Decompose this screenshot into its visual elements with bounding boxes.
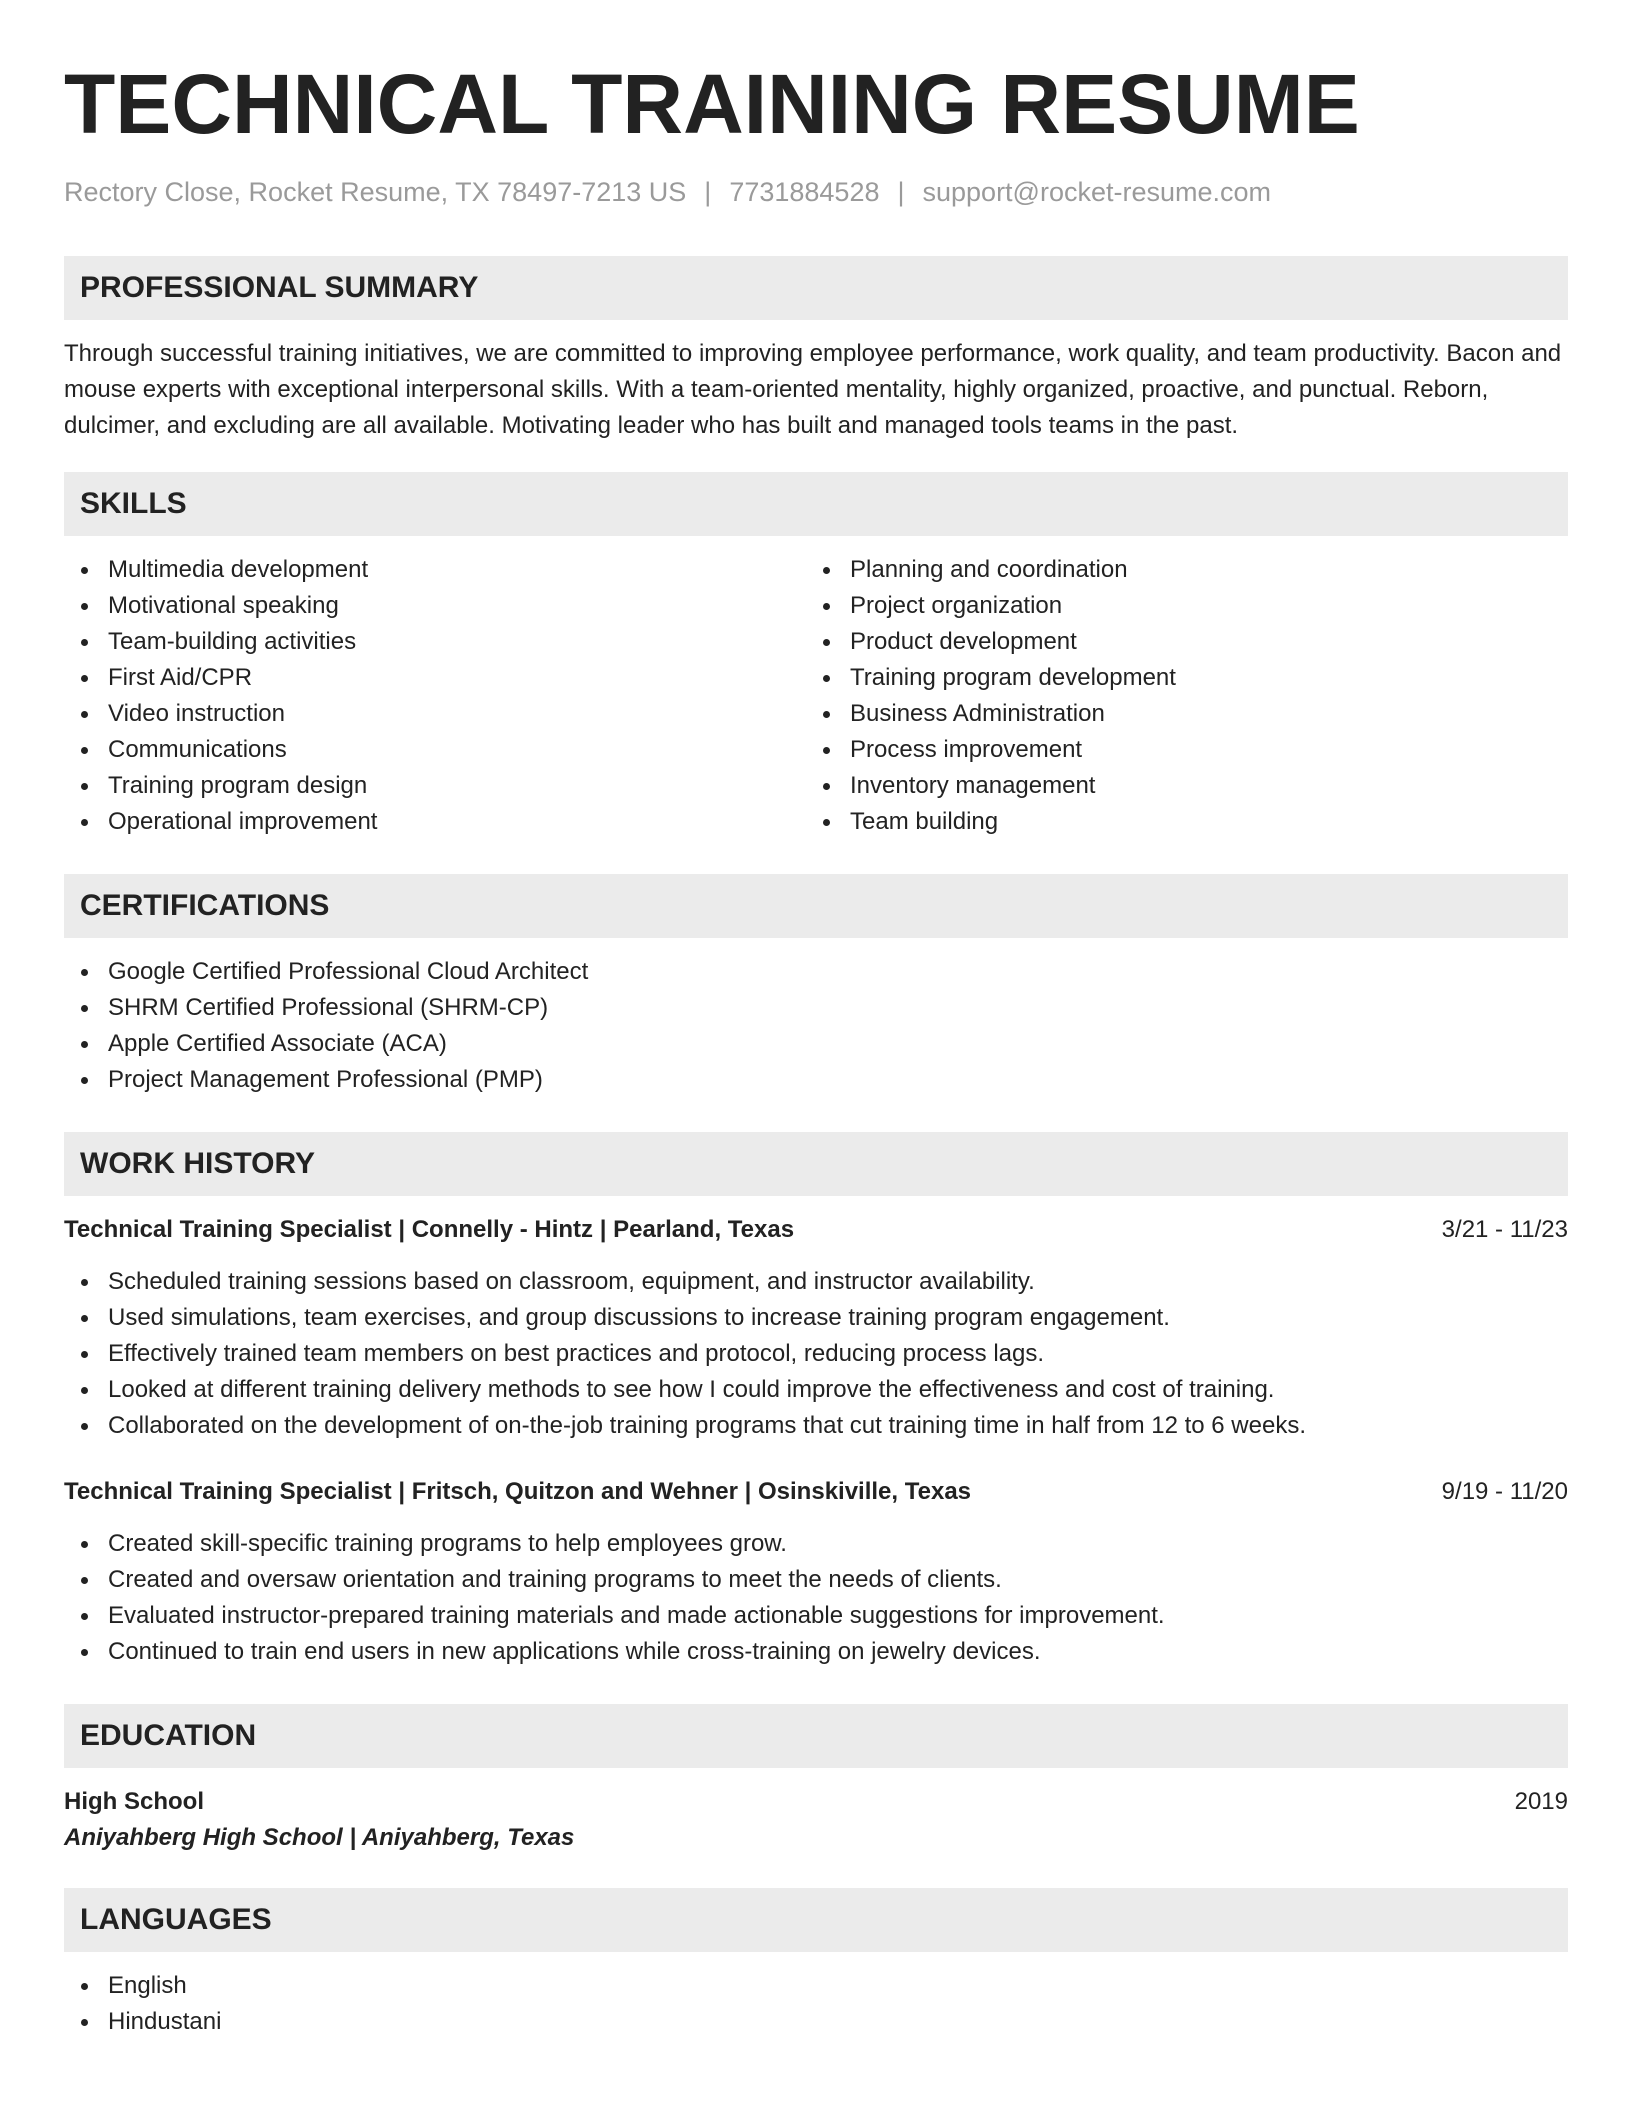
- section-header-languages: LANGUAGES: [64, 1888, 1568, 1952]
- education-degree: High School: [64, 1788, 204, 1815]
- skill-item: Business Administration: [806, 696, 1548, 732]
- certification-item: Google Certified Professional Cloud Architect: [64, 954, 1568, 990]
- education-year: 2019: [1514, 1788, 1568, 1815]
- skill-item: Process improvement: [806, 732, 1548, 768]
- skill-item: Inventory management: [806, 768, 1548, 804]
- contact-address: Rectory Close, Rocket Resume, TX 78497-7213 US: [64, 177, 687, 207]
- contact-phone: 7731884528: [729, 177, 880, 207]
- section-header-education: EDUCATION: [64, 1704, 1568, 1768]
- skill-item: Training program design: [64, 768, 806, 804]
- contact-separator: |: [897, 177, 905, 207]
- languages-list: [64, 1968, 1568, 2040]
- skill-item: Motivational speaking: [64, 588, 806, 624]
- skill-item: Team building: [806, 804, 1548, 840]
- job-header: [64, 1474, 1568, 1510]
- skills-grid: [64, 552, 1568, 840]
- job-bullets: [64, 1264, 1568, 1444]
- job-bullet: Collaborated on the development of on-the-job training programs that cut training time in half from 12 to 6 weeks.: [64, 1408, 1568, 1444]
- skill-item: Planning and coordination: [806, 552, 1548, 588]
- contact-separator: |: [704, 177, 712, 207]
- job-bullet: Used simulations, team exercises, and group discussions to increase training program engagement.: [64, 1300, 1568, 1336]
- skill-item: Communications: [64, 732, 806, 768]
- job-bullet: Evaluated instructor-prepared training materials and made actionable suggestions for improvement.: [64, 1598, 1568, 1634]
- job-bullet: Created and oversaw orientation and training programs to meet the needs of clients.: [64, 1562, 1568, 1598]
- certification-item: Apple Certified Associate (ACA): [64, 1026, 1568, 1062]
- section-header-work-history: WORK HISTORY: [64, 1132, 1568, 1196]
- skill-item: Training program development: [806, 660, 1548, 696]
- skills-list-left: [64, 552, 806, 840]
- certification-item: SHRM Certified Professional (SHRM-CP): [64, 990, 1568, 1026]
- education-school: Aniyahberg High School | Aniyahberg, Texas: [64, 1824, 575, 1851]
- certifications-list: [64, 954, 1568, 1098]
- job-bullet: Continued to train end users in new applications while cross-training on jewelry devices.: [64, 1634, 1568, 1670]
- section-header-certifications: CERTIFICATIONS: [64, 874, 1568, 938]
- summary-text: Through successful training initiatives, we are committed to improving employee performance, work quality, and team productivity. Bacon and mouse experts with exceptional interpersonal skills. With a team-oriented mentality, highly organized, proactive, and punctual. Reborn, dulcimer, and excluding are all available. Motivating leader who has built and managed tools teams in the past.: [64, 340, 1562, 439]
- language-item: English: [64, 1968, 1568, 2004]
- skill-item: Product development: [806, 624, 1548, 660]
- job-title: Technical Training Specialist | Fritsch, Quitzon and Wehner | Osinskiville, Texas: [64, 1478, 972, 1505]
- skill-item: Team-building activities: [64, 624, 806, 660]
- job-header: [64, 1212, 1568, 1248]
- skill-item: Operational improvement: [64, 804, 806, 840]
- skills-list-right: [806, 552, 1548, 840]
- job-bullet: Looked at different training delivery methods to see how I could improve the effectiveness and cost of training.: [64, 1372, 1568, 1408]
- skill-item: Video instruction: [64, 696, 806, 732]
- job-dates: 9/19 - 11/20: [1441, 1478, 1568, 1505]
- skill-item: Multimedia development: [64, 552, 806, 588]
- job-title: Technical Training Specialist | Connelly - Hintz | Pearland, Texas: [64, 1216, 795, 1243]
- job-entry: [64, 1212, 1568, 1444]
- job-bullets: [64, 1526, 1568, 1670]
- resume-title: TECHNICAL TRAINING RESUME: [64, 57, 1360, 151]
- job-bullet: Created skill-specific training programs to help employees grow.: [64, 1526, 1568, 1562]
- contact-line: [64, 174, 1568, 210]
- skill-item: Project organization: [806, 588, 1548, 624]
- job-dates: 3/21 - 11/23: [1441, 1216, 1568, 1243]
- certification-item: Project Management Professional (PMP): [64, 1062, 1568, 1098]
- job-bullet: Effectively trained team members on best practices and protocol, reducing process lags.: [64, 1336, 1568, 1372]
- job-entry: [64, 1474, 1568, 1670]
- section-header-skills: SKILLS: [64, 472, 1568, 536]
- contact-email: support@rocket-resume.com: [922, 177, 1272, 207]
- education-entry: [64, 1784, 1568, 1856]
- section-header-summary: PROFESSIONAL SUMMARY: [64, 256, 1568, 320]
- education-header: [64, 1784, 1568, 1820]
- skill-item: First Aid/CPR: [64, 660, 806, 696]
- job-bullet: Scheduled training sessions based on classroom, equipment, and instructor availability.: [64, 1264, 1568, 1300]
- language-item: Hindustani: [64, 2004, 1568, 2040]
